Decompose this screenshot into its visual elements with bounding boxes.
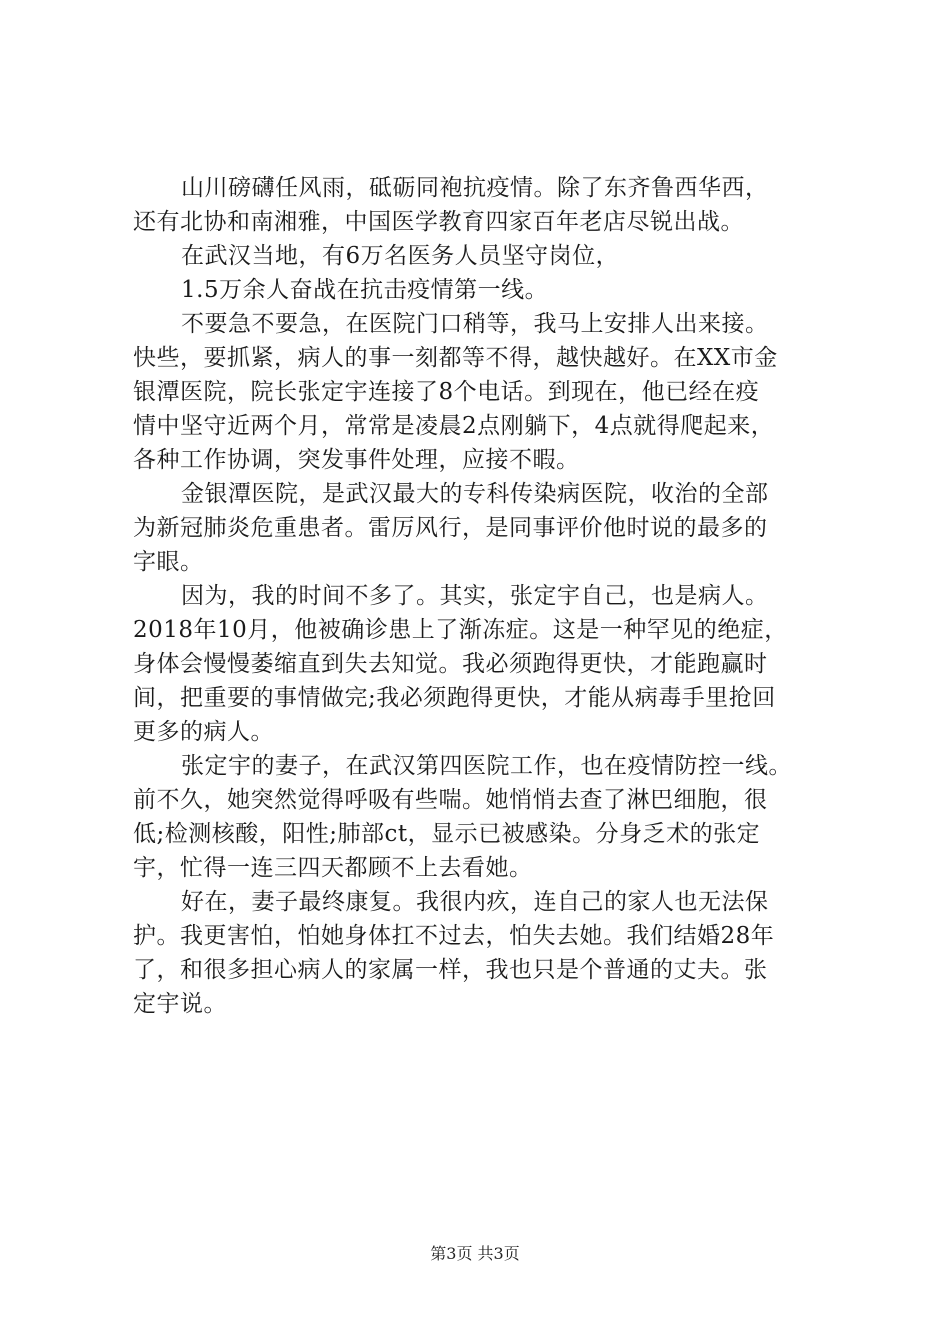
text-line: 张定宇的妻子，在武汉第四医院工作，也在疫情防控一线。: [181, 753, 792, 779]
text-line: 山川磅礴任风雨，砥砺同袍抗疫情。除了东齐鲁西华西，: [181, 175, 769, 201]
body-text: [133, 171, 833, 1021]
text-line: 间，把重要的事情做完;我必须跑得更快，才能从病毒手里抢回: [133, 685, 776, 711]
text-line: 不要急不要急，在医院门口稍等，我马上安排人出来接。: [181, 311, 769, 337]
text-line: 在武汉当地，有6万名医务人员坚守岗位，: [181, 243, 620, 269]
text-line: 好在，妻子最终康复。我很内疚，连自己的家人也无法保: [181, 889, 769, 915]
text-line: 身体会慢慢萎缩直到失去知觉。我必须跑得更快，才能跑赢时: [133, 651, 768, 677]
text-line: 快些，要抓紧，病人的事一刻都等不得，越快越好。在XX市金: [133, 345, 778, 371]
text-line: 宇，忙得一连三四天都顾不上去看她。: [133, 855, 533, 881]
text-line: 字眼。: [133, 549, 204, 575]
text-line: 了，和很多担心病人的家属一样，我也只是个普通的丈夫。张: [133, 957, 768, 983]
text-line: 定宇说。: [133, 991, 227, 1017]
text-line: 金银潭医院，是武汉最大的专科传染病医院，收治的全部: [181, 481, 769, 507]
paragraph: [133, 307, 833, 477]
paragraph: [133, 477, 833, 579]
paragraph: [133, 239, 833, 273]
paragraph: [133, 579, 833, 749]
page-footer: 第3页 共3页: [430, 1244, 520, 1263]
paragraph: [133, 749, 833, 885]
paragraph: [133, 171, 833, 239]
text-line: 低;检测核酸，阳性;肺部ct，显示已被感染。分身乏术的张定: [133, 821, 761, 847]
paragraph: [133, 885, 833, 1021]
text-line: 前不久，她突然觉得呼吸有些喘。她悄悄去查了淋巴细胞，很: [133, 787, 768, 813]
text-line: 因为，我的时间不多了。其实，张定宇自己，也是病人。: [181, 583, 769, 609]
text-line: 护。我更害怕，怕她身体扛不过去，怕失去她。我们结婚28年: [133, 923, 775, 949]
text-line: 银潭医院，院长张定宇连接了8个电话。到现在，他已经在疫: [133, 379, 760, 405]
text-line: 1.5万余人奋战在抗击疫情第一线。: [181, 277, 549, 303]
text-line: 情中坚守近两个月，常常是凌晨2点刚躺下，4点就得爬起来，: [133, 413, 775, 439]
text-line: 更多的病人。: [133, 719, 274, 745]
paragraph: [133, 273, 833, 307]
text-line: 2018年10月，他被确诊患上了渐冻症。这是一种罕见的绝症，: [133, 617, 788, 643]
text-line: 为新冠肺炎危重患者。雷厉风行，是同事评价他时说的最多的: [133, 515, 768, 541]
text-line: 还有北协和南湘雅，中国医学教育四家百年老店尽锐出战。: [133, 209, 744, 235]
text-line: 各种工作协调，突发事件处理，应接不暇。: [133, 447, 580, 473]
